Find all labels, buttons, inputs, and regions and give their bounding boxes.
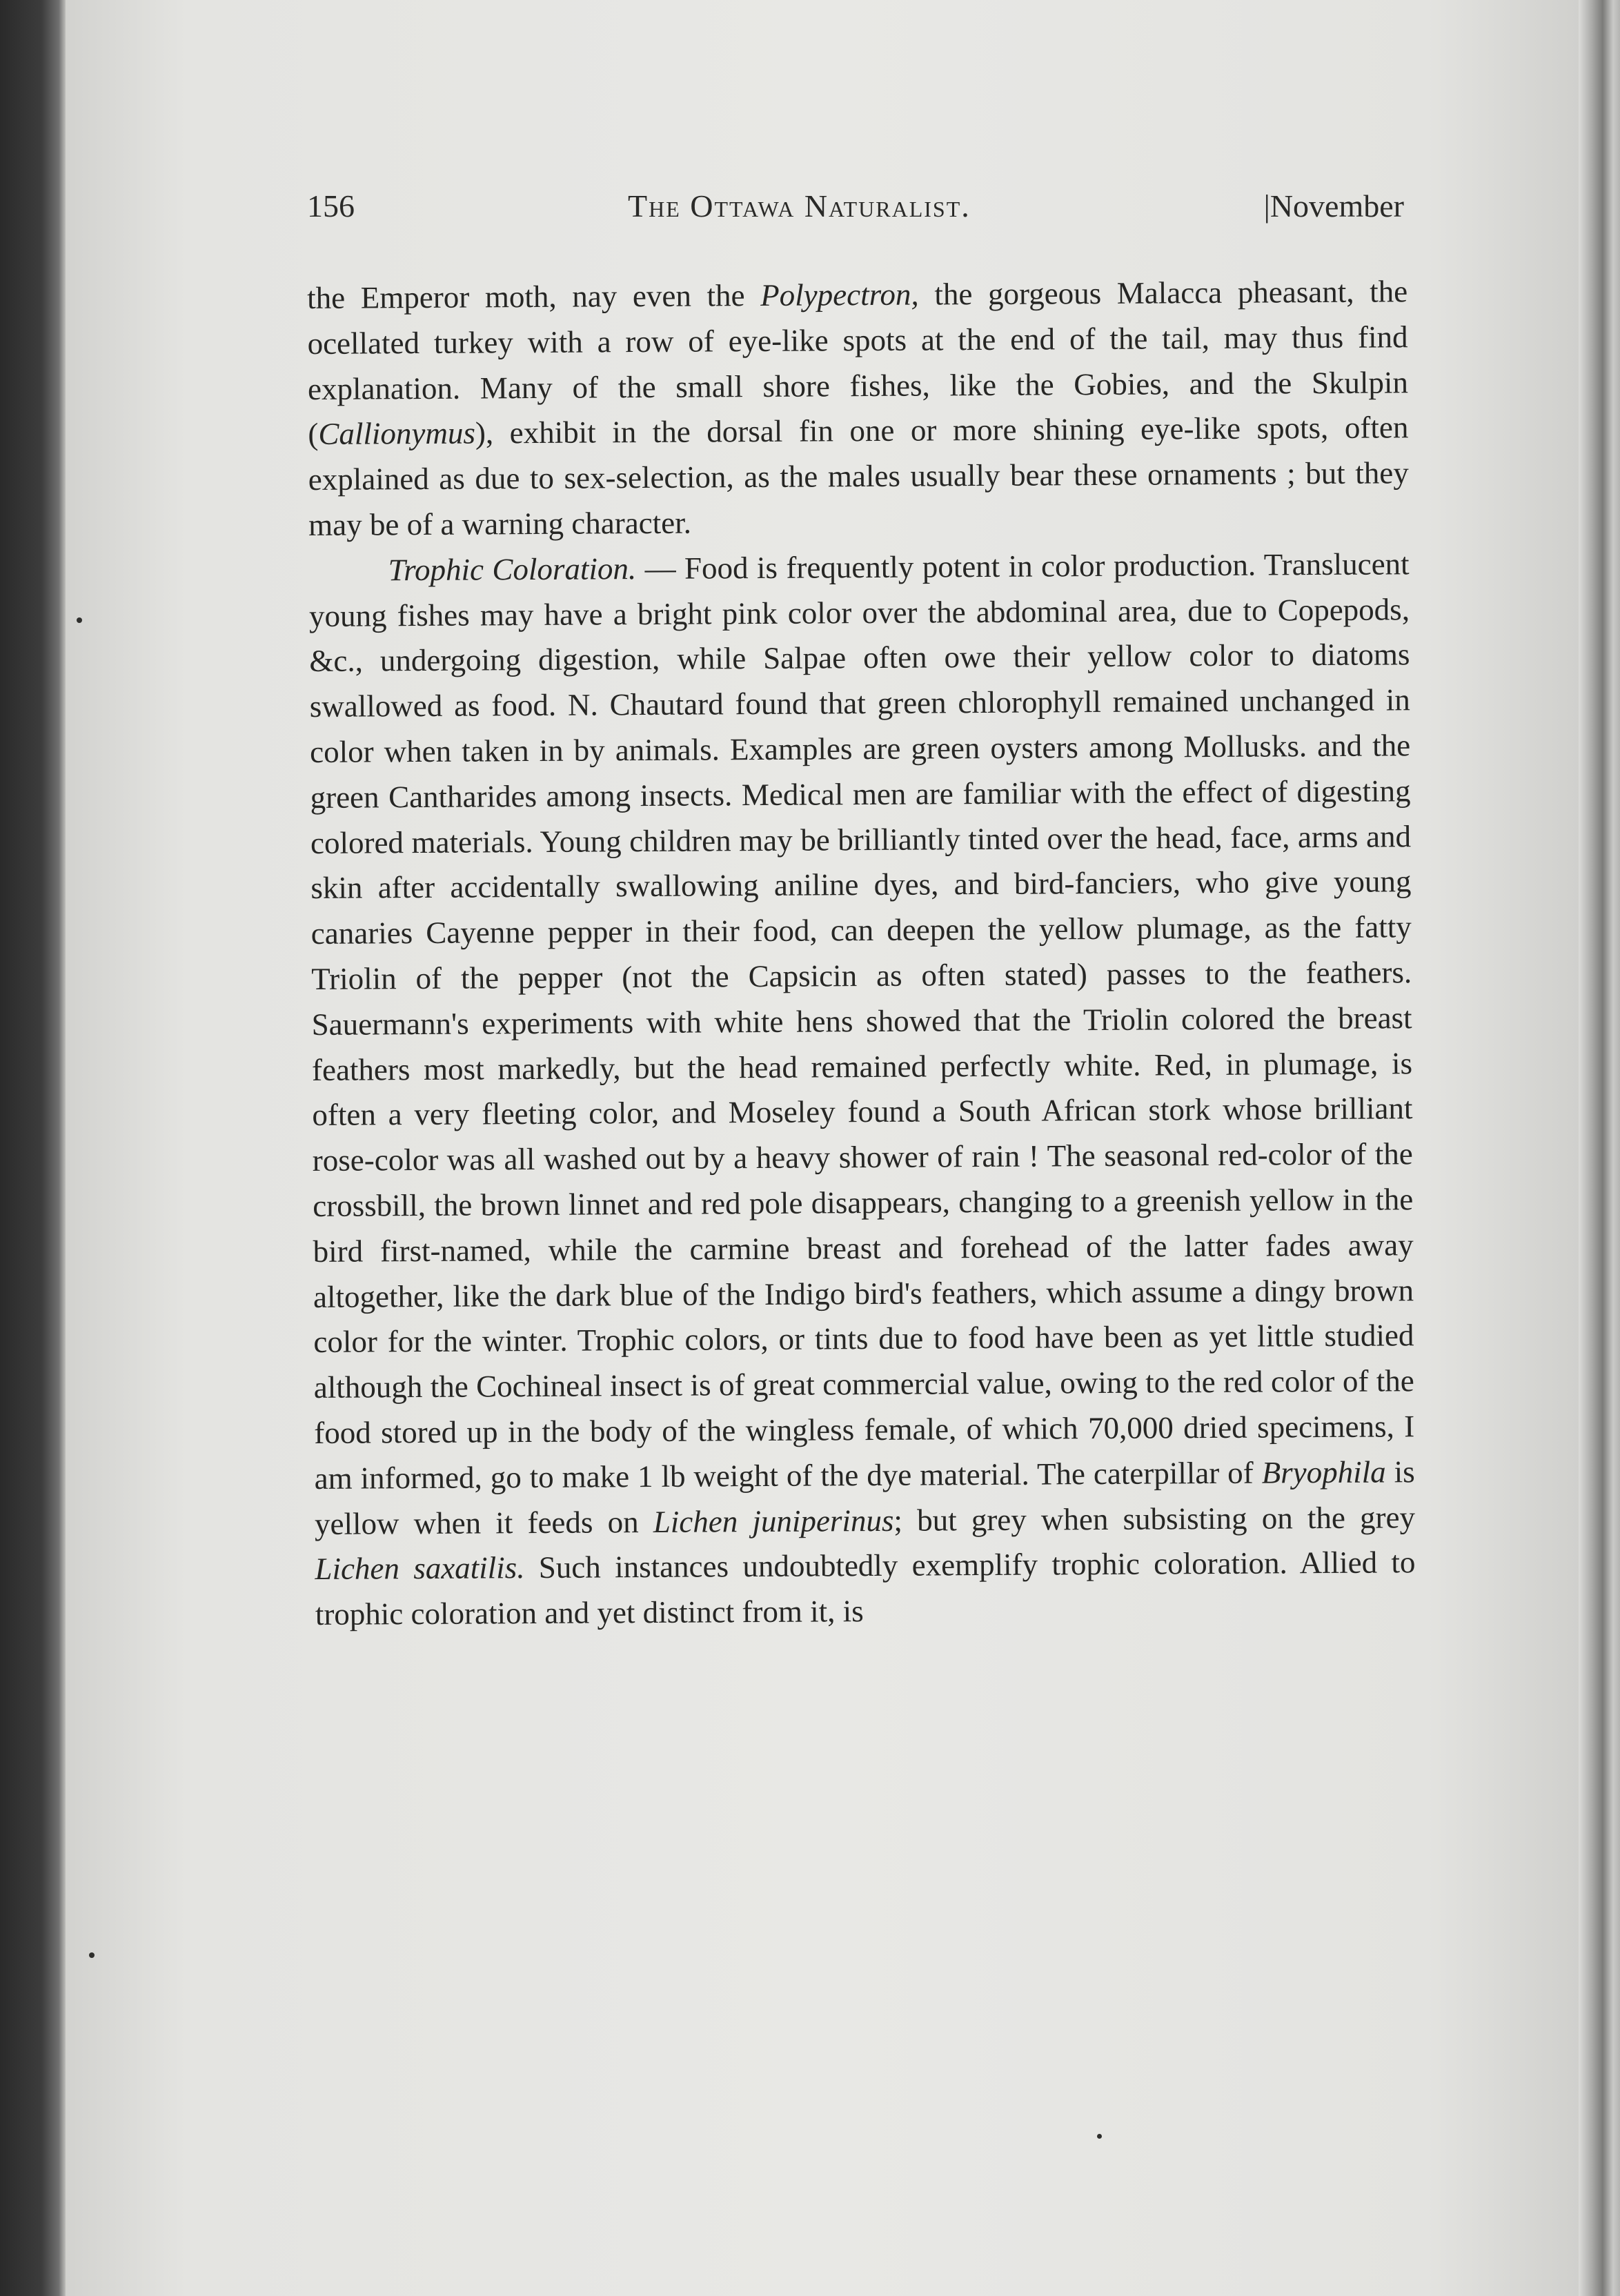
italic-term: Polypectron, [760,277,919,313]
text-run: the Emperor moth, nay even the [307,277,761,315]
italic-term: Lichen saxatilis. [315,1550,525,1587]
section-heading: Trophic Coloration. [388,551,637,588]
page-number: 156 [307,188,355,224]
paragraph [307,269,1409,548]
speck-mark [89,1952,95,1958]
italic-term: Bryophila [1261,1454,1386,1490]
text-run: Such instances undoubtedly exemplify trophic coloration. Allied to trophic coloration and yet distinct from it, is [315,1545,1416,1632]
text-run: ), exhibit in the dorsal fin one or more shining eye-like spots, often explained as due to sex-selection, as the males usually bear these ornaments ; but they may be of a warning character. [308,410,1409,542]
speck-mark [1097,2134,1102,2139]
scan-left-margin [0,0,66,2296]
journal-title: The Ottawa Naturalist. [628,188,971,224]
text-run: ; but grey when subsisting on the grey [893,1499,1416,1538]
text-run: is yellow when it feeds on [314,1454,1415,1541]
paragraph [308,542,1416,1638]
speck-mark [77,617,82,623]
italic-term: Callionymus [318,415,476,452]
scan-right-margin [1579,0,1620,2296]
running-header [307,188,1404,229]
text-run: the gorgeous Malacca pheasant, the ocellated turkey with a row of eye-like spots at the end of the tail, may thus find explanation. Many of the small shore fishes, like the Gobies, and the Skulpin ( [307,274,1409,452]
italic-term: Lichen juniperinus [653,1503,894,1539]
article-body [307,269,1416,1638]
issue-month: |November [1263,188,1404,224]
text-run: — Food is frequently potent in color production. Translucent young fishes may have a bright pink color over the abdominal area, due to Copepods, &c., undergoing digestion, while Salpae often owe their yellow color to diatoms swallowed as food. N. Chautard found that green chlorophyll remained unchanged in color when taken in by animals. Examples are green oysters among Mollusks. and the green Cantharides among insects. Medical men are familiar with the effect of digesting colored materials. Young children may be brilliantly tinted over the head, face, arms and skin after accidentally swallowing aniline dyes, and bird-fanciers, who give young canaries Cayenne pepper in their food, can deepen the yellow plumage, as the fatty Triolin of the pepper (not the Capsicin as often stated) passes to the feathers. Sauermann's experiments with white hens showed that the Triolin colored the breast feathers most markedly, but the head remained perfectly white. Red, in plumage, is often a very fleeting color, and Moseley found a South African stork whose brilliant rose-color was all washed out by a heavy shower of rain ! The seasonal red-color of the crossbill, the brown linnet and red pole disappears, changing to a greenish yellow in the bird first-named, while the carmine breast and forehead of the latter fades away altogether, like the dark blue of the Indigo bird's feathers, which assume a dingy brown color for the winter. Trophic colors, or tints due to food have been as yet little studied although the Cochineal insect is of great commercial value, owing to the red color of the food stored up in the body of the wingless female, of which 70,000 dried specimens, I am informed, go to make 1 lb weight of the dye material. The caterpillar of [308,546,1415,1496]
